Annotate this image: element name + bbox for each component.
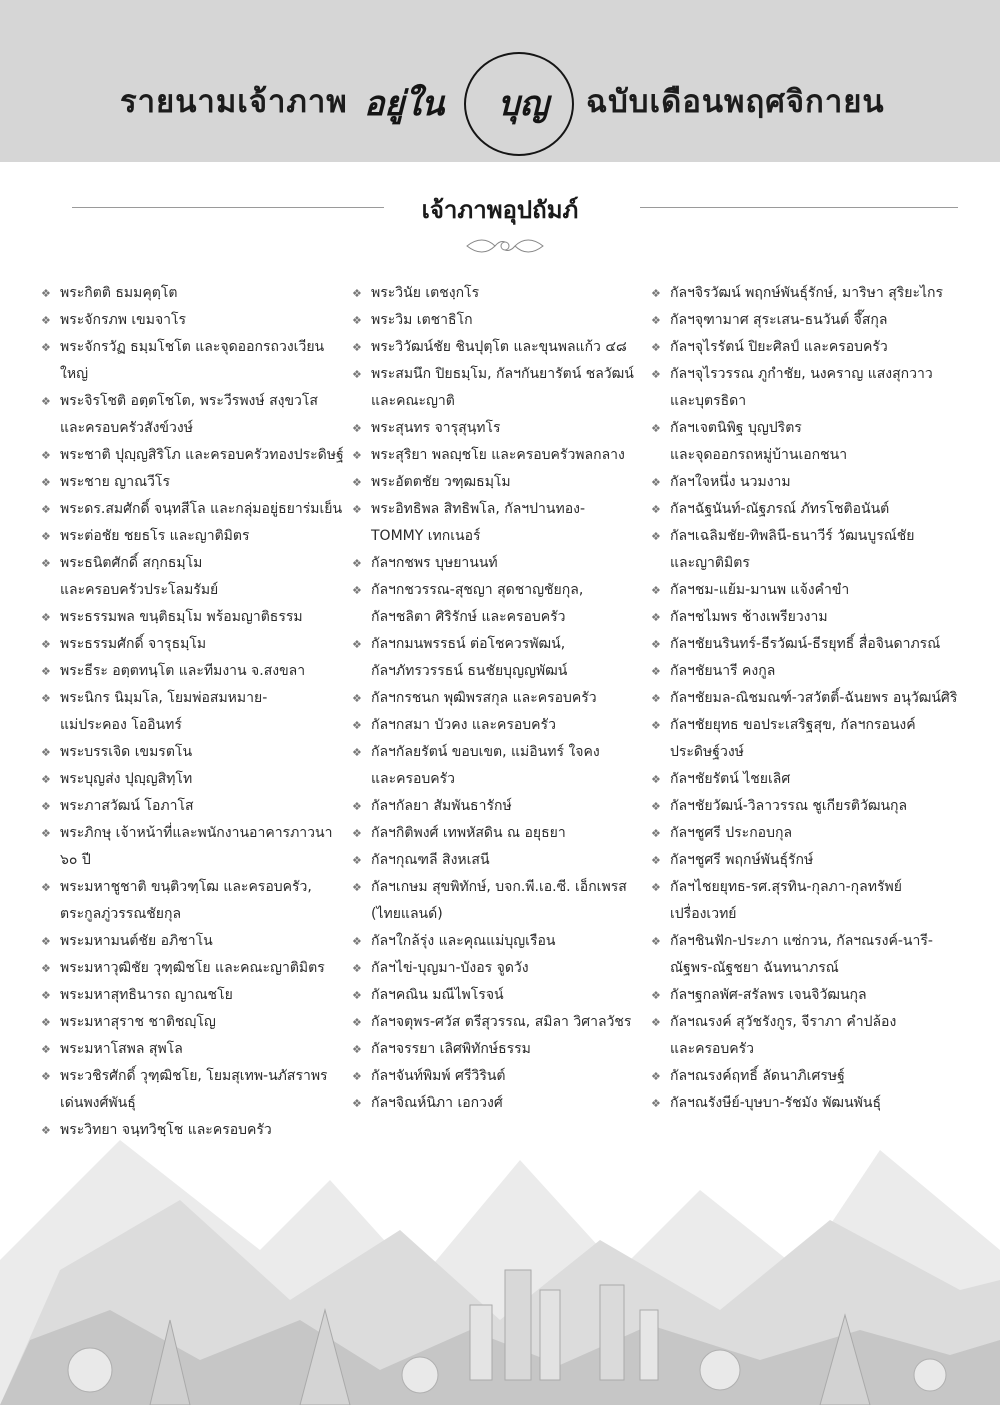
donor-list-item [351,955,646,982]
donor-list-item [40,388,350,442]
donor-name: กัลฯชินฟัก-ประภา แซ่กวน, กัลฯณรงค์-นารี- ณัฐพร-ณัฐชยา ฉันทนาภรณ์ [670,933,933,976]
section-title: เจ้าภาพอุปถัมภ์ [421,196,579,224]
donor-name: กัลฯฐกลพัศ-สรัลพร เจนจิวัฒนกุล [670,987,867,1003]
diamond-bullet-icon: ❖ [651,638,661,651]
donor-name: พระมหาชูชาติ ขนฺติวฑฺโฒ และครอบครัว, ตระกูลภู่วรรณชัยกุล [60,879,312,922]
diamond-bullet-icon: ❖ [352,719,362,732]
donor-name: พระต่อชัย ชยธโร และญาติมิตร [60,528,250,544]
diamond-bullet-icon: ❖ [352,287,362,300]
donor-list-item [40,766,350,793]
diamond-bullet-icon: ❖ [41,1016,51,1029]
donor-name: พระวิทยา จนฺทวิชฺโช และครอบครัว [60,1122,272,1138]
donor-list-item [650,523,970,577]
diamond-bullet-icon: ❖ [651,800,661,813]
donor-list-item [40,955,350,982]
donor-name: กัลฯกิติพงศ์ เทพหัสดิน ณ อยุธยา [371,825,566,841]
donor-list-item [351,1090,646,1117]
diamond-bullet-icon: ❖ [651,287,661,300]
diamond-bullet-icon: ❖ [651,314,661,327]
donor-name: พระอิทธิพล สิทธิพโล, กัลฯปานทอง- TOMMY เทกเนอร์ [371,501,586,544]
diamond-bullet-icon: ❖ [651,1097,661,1110]
diamond-bullet-icon: ❖ [41,773,51,786]
donor-name: กัลฯณรงค์ สุวัชรังกูร, จีราภา คำปล้อง และครอบครัว [670,1014,897,1057]
donor-name: พระอัตตชัย วฑฺฒธมฺโม [371,474,511,490]
diamond-bullet-icon: ❖ [651,881,661,894]
diamond-bullet-icon: ❖ [41,665,51,678]
diamond-bullet-icon: ❖ [41,989,51,1002]
donor-list-item [40,820,350,874]
donor-list-item [40,1063,350,1117]
donor-column-3 [650,280,970,1117]
donor-name: กัลฯชม-แย้ม-มานพ แจ้งคำขำ [670,582,850,598]
donor-list-item [650,280,970,307]
diamond-bullet-icon: ❖ [651,1070,661,1083]
diamond-bullet-icon: ❖ [352,1043,362,1056]
logo-word-1: อยู่ใน [364,84,445,124]
donor-list-item [40,739,350,766]
donor-list-item [351,1063,646,1090]
donor-name: กัลฯชัยมล-ณิชมณฑ์-วสวัตติ์-ฉันยพร อนุวัฒน์ศิริ [670,690,958,706]
donor-list-item [650,415,970,469]
donor-list-item [351,334,646,361]
donor-list-item [650,1009,970,1063]
donor-list-item [40,658,350,685]
donor-list-item [650,874,970,928]
donor-name: พระดร.สมศักดิ์ จนฺทสีโล และกลุ่มอยู่ธยาร่มเย็น [60,501,343,517]
diamond-bullet-icon: ❖ [41,827,51,840]
donor-list-item [650,496,970,523]
donor-name: พระสมนึก ปิยธมฺโม, กัลฯกันยารัตน์ ชลวัฒน์ และคณะญาติ [371,366,634,409]
diamond-bullet-icon: ❖ [651,935,661,948]
divider-right [640,207,958,208]
diamond-bullet-icon: ❖ [41,881,51,894]
donor-list-item [351,685,646,712]
ornament-icon [465,236,545,256]
diamond-bullet-icon: ❖ [352,800,362,813]
donor-name: กัลฯจุไรวรรณ ภูกำชัย, นงคราญ แสงสุกวาว และบุตรธิดา [670,366,933,409]
donor-list-item [351,847,646,874]
donor-name: พระธรรมพล ขนฺติธมฺโม พร้อมญาติธรรม [60,609,303,625]
donor-name: พระจักรภพ เขมจาโร [60,312,187,328]
donor-name: กัลฯชูศรี พฤกษ์พันธุ์รักษ์ [670,852,814,868]
donor-list-item [40,523,350,550]
diamond-bullet-icon: ❖ [651,530,661,543]
donor-name: กัลฯกชวรรณ-สุชญา สุดชาญชัยกุล, กัลฯชลิตา ศิริรักษ์ และครอบครัว [371,582,584,625]
donor-name: พระธนิตศักดิ์ สกฺกธมฺโม และครอบครัวประโลมรัมย์ [60,555,219,598]
donor-list-item [351,577,646,631]
diamond-bullet-icon: ❖ [41,1124,51,1137]
diamond-bullet-icon: ❖ [41,314,51,327]
diamond-bullet-icon: ❖ [41,476,51,489]
diamond-bullet-icon: ❖ [651,989,661,1002]
donor-list-item [351,496,646,550]
diamond-bullet-icon: ❖ [352,989,362,1002]
donor-name: กัลฯกัลยรัตน์ ขอบเขต, แม่อินทร์ ใจคง และครอบครัว [371,744,600,787]
donor-name: พระบรรเจิด เขมรตโน [60,744,193,760]
donor-list-item [40,1009,350,1036]
donor-list-item [650,604,970,631]
diamond-bullet-icon: ❖ [651,773,661,786]
donor-name: พระมหามนต์ชัย อภิชาโน [60,933,213,949]
donor-list-item [650,658,970,685]
donor-name: พระธรรมศักดิ์ จารุธมฺโม [60,636,207,652]
donor-list-item [650,1063,970,1090]
donor-list-item [650,820,970,847]
donor-name: พระมหาวุฒิชัย วุฑฺฒิชโย และคณะญาติมิตร [60,960,325,976]
donor-name: กัลฯชไมพร ช้างเพรียวงาม [670,609,828,625]
donor-list-item [650,469,970,496]
donor-name: กัลฯจุไรรัตน์ ปิยะศิลป์ และครอบครัว [670,339,888,355]
diamond-bullet-icon: ❖ [41,800,51,813]
donor-list-item [40,307,350,334]
donor-list-item [351,712,646,739]
donor-list-item [40,442,350,469]
diamond-bullet-icon: ❖ [352,476,362,489]
donor-name: กัลฯจิรวัฒน์ พฤกษ์พันธุ์รักษ์, มาริษา สุริยะไกร [670,285,944,301]
donor-list-item [40,469,350,496]
diamond-bullet-icon: ❖ [352,746,362,759]
donor-list-item [351,928,646,955]
donor-list-item [40,631,350,658]
diamond-bullet-icon: ❖ [651,584,661,597]
page-title-right: ฉบับเดือนพฤศจิกายน [586,84,885,120]
donor-name: พระวิวัฒน์ชัย ชินปุตฺโต และขุนพลแก้ว ๔๘ [371,339,627,355]
donor-name: กัลฯจันท์พิมพ์ ศรีวิรินต์ [371,1068,506,1084]
diamond-bullet-icon: ❖ [352,314,362,327]
diamond-bullet-icon: ❖ [41,692,51,705]
donor-list-item [650,793,970,820]
diamond-bullet-icon: ❖ [651,719,661,732]
donor-name: กัลฯกรชนก พุฒิพรสกุล และครอบครัว [371,690,597,706]
diamond-bullet-icon: ❖ [352,341,362,354]
diamond-bullet-icon: ❖ [352,854,362,867]
donor-name: กัลฯใกล้รุ่ง และคุณแม่บุญเรือน [371,933,556,949]
donor-list-item [351,415,646,442]
donor-name: กัลฯเกษม สุขพิทักษ์, บจก.พี.เอ.ซี. เอ็กเพรส (ไทยแลนด์) [371,879,627,922]
diamond-bullet-icon: ❖ [352,881,362,894]
diamond-bullet-icon: ❖ [651,692,661,705]
donor-list-item [351,1009,646,1036]
donor-name: พระนิกร นิมฺมโล, โยมพ่อสมหมาย- แม่ประคอง โออินทร์ [60,690,268,733]
donor-name: กัลฯกชพร บุษยานนท์ [371,555,498,571]
donor-name: กัลฯไข่-บุญมา-บังอร จูดวัง [371,960,529,976]
donor-name: กัลฯชัยวัฒน์-วิลาวรรณ ชูเกียรติวัฒนกุล [670,798,908,814]
donor-name: กัลฯชัยนรินทร์-ธีรวัฒน์-ธีรยุทธิ์ สื่อจินดาภรณ์ [670,636,941,652]
diamond-bullet-icon: ❖ [352,692,362,705]
donor-list-item [351,631,646,685]
donor-list-item [351,793,646,820]
donor-list-item [351,361,646,415]
donor-list-item [40,982,350,1009]
donor-list-item [351,550,646,577]
donor-list-item [351,982,646,1009]
donor-list-item [351,874,646,928]
diamond-bullet-icon: ❖ [651,476,661,489]
diamond-bullet-icon: ❖ [651,1016,661,1029]
donor-column-1 [40,280,350,1144]
donor-name: กัลฯคณิน มณีไพโรจน์ [371,987,504,1003]
donor-list-item [650,1090,970,1117]
diamond-bullet-icon: ❖ [651,665,661,678]
donor-list-item [40,874,350,928]
diamond-bullet-icon: ❖ [352,584,362,597]
diamond-bullet-icon: ❖ [352,935,362,948]
donor-name: กัลฯชัยยุทธ ขอประเสริฐสุข, กัลฯกรอนงค์ ประดิษฐ์วงษ์ [670,717,916,760]
logo-word-2: บุญ [498,84,549,124]
donor-name: พระมหาสุราช ชาติชญฺโญ [60,1014,216,1030]
donor-name: พระสุริยา พลญฺชโย และครอบครัวพลกลาง [371,447,625,463]
donor-list-item [351,442,646,469]
diamond-bullet-icon: ❖ [352,503,362,516]
donor-list-item [650,982,970,1009]
donor-list-item [650,685,970,712]
diamond-bullet-icon: ❖ [352,827,362,840]
page-title-left: รายนามเจ้าภาพ [120,84,348,120]
diamond-bullet-icon: ❖ [41,1070,51,1083]
donor-list-item [650,928,970,982]
diamond-bullet-icon: ❖ [41,611,51,624]
ayunaiboon-logo [360,44,578,156]
donor-list-item [40,793,350,820]
donor-column-2 [351,280,646,1117]
donor-name: กัลฯณรังษีย์-บุษบา-รัชมัง พัฒนพันธุ์ [670,1095,881,1111]
donor-name: กัลฯจิณห์นิภา เอกวงศ์ [371,1095,503,1111]
donor-list-item [40,1036,350,1063]
diamond-bullet-icon: ❖ [352,557,362,570]
diamond-bullet-icon: ❖ [41,638,51,651]
diamond-bullet-icon: ❖ [352,422,362,435]
diamond-bullet-icon: ❖ [41,395,51,408]
donor-name: กัลฯจตุพร-ศวัส ตรีสุวรรณ, สมิลา วิศาลวัชร [371,1014,632,1030]
donor-list-item [650,361,970,415]
donor-list-item [351,280,646,307]
diamond-bullet-icon: ❖ [352,449,362,462]
donor-name: กัลฯกุณฑลี สิงหเสนี [371,852,490,868]
donor-list-item [40,280,350,307]
donor-list-item [351,307,646,334]
diamond-bullet-icon: ❖ [651,341,661,354]
donor-name: พระวิม เตชาธิโก [371,312,473,328]
diamond-bullet-icon: ❖ [41,935,51,948]
diamond-bullet-icon: ❖ [41,746,51,759]
donor-name: พระภาสวัฒน์ โอภาโส [60,798,194,814]
donor-list-item [40,550,350,604]
donor-name: กัลฯกัลยา สัมพันธารักษ์ [371,798,512,814]
donor-list-item [650,334,970,361]
diamond-bullet-icon: ❖ [352,1097,362,1110]
diamond-bullet-icon: ❖ [41,503,51,516]
donor-name: พระสุนทร จารุสุนฺทโร [371,420,501,436]
donor-name: พระธีระ อตฺตทนฺโต และทีมงาน จ.สงขลา [60,663,306,679]
diamond-bullet-icon: ❖ [352,962,362,975]
donor-name: กัลฯกสมา บัวคง และครอบครัว [371,717,556,733]
donor-name: กัลฯชัยนารี คงกูล [670,663,776,679]
donor-name: กัลฯณรงค์ฤทธิ์ ลัดนาภิเศรษฐ์ [670,1068,845,1084]
donor-name: กัลฯเฉลิมชัย-ทิพลินี-ธนาวีร์ วัฒนบูรณ์ชัย และญาติมิตร [670,528,915,571]
diamond-bullet-icon: ❖ [651,611,661,624]
diamond-bullet-icon: ❖ [41,557,51,570]
donor-name: กัลฯจรรยา เลิศพิทักษ์ธรรม [371,1041,531,1057]
donor-name: พระจิรโชติ อตฺตโชโต, พระวีรพงษ์ สงฺขวโส และครอบครัวสังข์วงษ์ [60,393,318,436]
donor-list-item [650,847,970,874]
donor-name: พระบุญส่ง ปุญฺญสิทฺโท [60,771,193,787]
donor-list-item [351,1036,646,1063]
donor-name: กัลฯชัยรัตน์ ไชยเลิศ [670,771,791,787]
donor-name: กัลฯไชยยุทธ-รศ.สุรทิน-กุลภา-กุลทรัพย์ เปรื่องเวทย์ [670,879,902,922]
diamond-bullet-icon: ❖ [651,368,661,381]
donor-name: กัลฯเจตนิพิฐ บุญปริตร และจุดออกรถหมู่บ้านเอกชนา [670,420,848,463]
diamond-bullet-icon: ❖ [651,827,661,840]
diamond-bullet-icon: ❖ [41,341,51,354]
donor-name: พระภิกษุ เจ้าหน้าที่และพนักงานอาคารภาวนา ๖๐ ปี [60,825,333,868]
diamond-bullet-icon: ❖ [352,1016,362,1029]
diamond-bullet-icon: ❖ [352,368,362,381]
donor-list-item [40,685,350,739]
diamond-bullet-icon: ❖ [41,287,51,300]
diamond-bullet-icon: ❖ [651,854,661,867]
donor-name: พระกิตติ ธมมคุตฺโต [60,285,178,301]
crystal-mountain-background [0,1120,1000,1405]
donor-list-item [650,631,970,658]
donor-list-item [650,577,970,604]
donor-name: พระมหาสุทธินารถ ญาณชโย [60,987,233,1003]
donor-list-item [351,469,646,496]
donor-list-item [40,496,350,523]
donor-name: กัลฯกมนพรรธน์ ต่อโชควรพัฒน์, กัลฯภัทรวรรธน์ ธนชัยบุญญพัฒน์ [371,636,568,679]
donor-list-item [40,334,350,388]
donor-name: พระวินัย เตชงฺกโร [371,285,480,301]
diamond-bullet-icon: ❖ [352,638,362,651]
donor-name: กัลฯชูศรี ประกอบกุล [670,825,793,841]
donor-list-item [351,820,646,847]
donor-name: พระชาติ ปุญฺญสิริโภ และครอบครัวทองประดิษฐ์ [60,447,344,463]
donor-name: พระมหาโสพล สุพโล [60,1041,183,1057]
donor-name: พระชาย ญาณวีโร [60,474,170,490]
diamond-bullet-icon: ❖ [352,1070,362,1083]
header-band [0,0,1000,162]
diamond-bullet-icon: ❖ [41,449,51,462]
donor-name: กัลฯจุฑามาศ สุระเสน-ธนวันต์ จึ๊สกุล [670,312,888,328]
donor-list-item [650,712,970,766]
donor-name: กัลฯฉัฐนันท์-ณัฐภรณ์ ภัทรโชติอนันต์ [670,501,890,517]
diamond-bullet-icon: ❖ [41,962,51,975]
donor-list-item [351,739,646,793]
donor-list-item [40,928,350,955]
diamond-bullet-icon: ❖ [41,530,51,543]
donor-name: พระจักรวัฏ ธมฺมโชโต และจุดออกรถวงเวียนใหญ่ [60,339,325,382]
donor-name: พระวชิรศักดิ์ วุฑฺฒิชโย, โยมสุเทพ-นภัสราพร เด่นพงศ์พันธุ์ [60,1068,328,1111]
diamond-bullet-icon: ❖ [651,503,661,516]
donor-list-item [650,766,970,793]
donor-name: กัลฯใจหนึ่ง นวมงาม [670,474,791,490]
diamond-bullet-icon: ❖ [41,1043,51,1056]
donor-list-item [650,307,970,334]
diamond-bullet-icon: ❖ [651,422,661,435]
donor-list-item [40,604,350,631]
